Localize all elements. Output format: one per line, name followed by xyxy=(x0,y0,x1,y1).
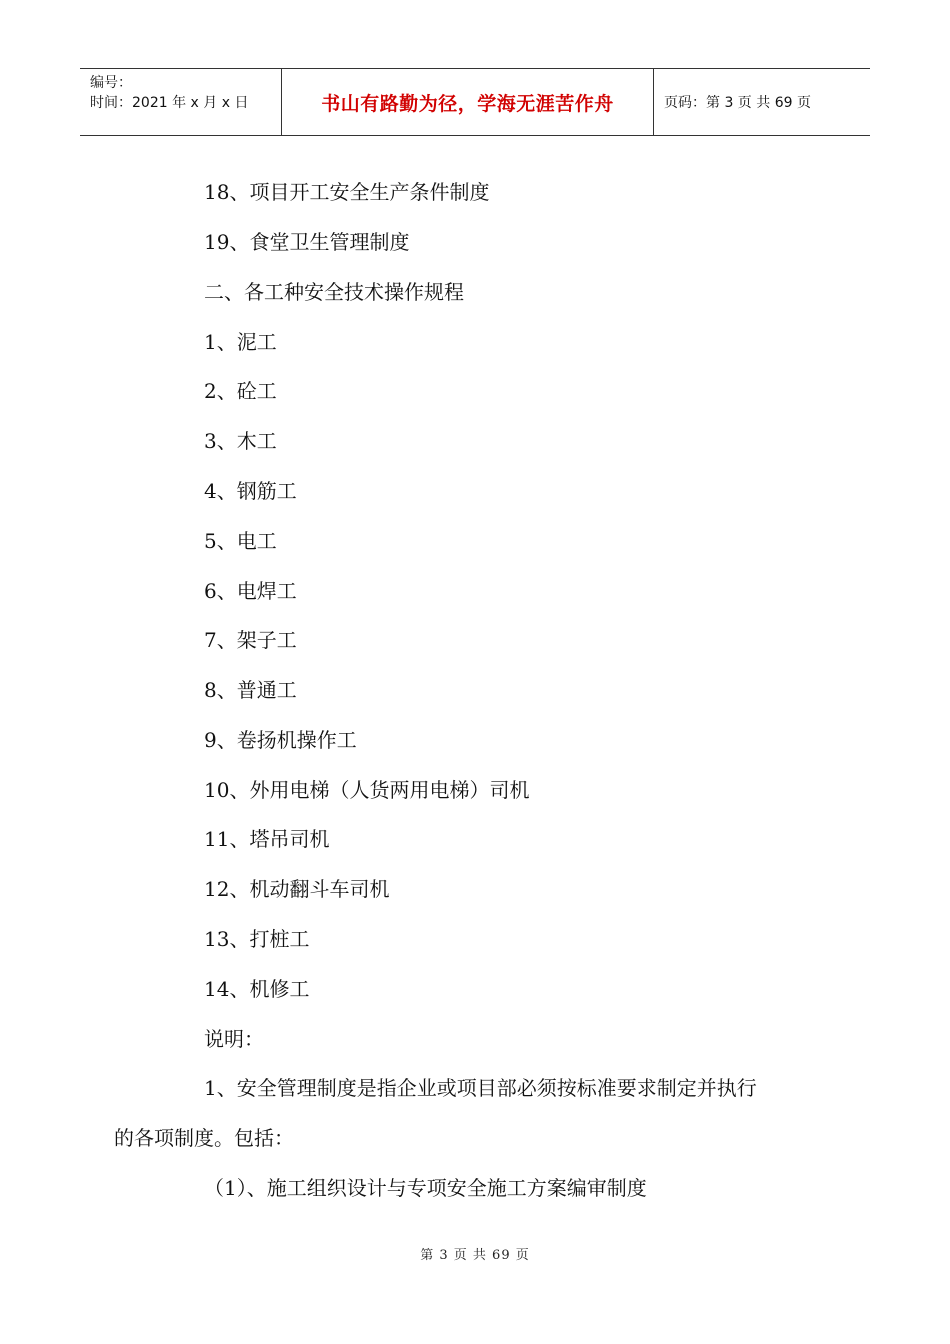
document-number-label: 编号： xyxy=(90,75,132,91)
list-item: 10、外用电梯（人货两用电梯）司机 xyxy=(204,778,530,802)
list-item: 1、泥工 xyxy=(204,330,277,354)
list-item: 19、食堂卫生管理制度 xyxy=(204,230,410,254)
list-item: 9、卷扬机操作工 xyxy=(204,728,357,752)
list-item: 13、打桩工 xyxy=(204,927,310,951)
list-item: 14、机修工 xyxy=(204,977,310,1001)
header-page-info: 页码：第 3 页 共 69 页 xyxy=(664,95,811,111)
list-item: 18、项目开工安全生产条件制度 xyxy=(204,180,490,204)
document-time-label: 时间：2021 年 x 月 x 日 xyxy=(90,95,249,111)
list-item: 12、机动翻斗车司机 xyxy=(204,877,390,901)
list-item: 7、架子工 xyxy=(204,628,297,652)
notes-heading: 说明： xyxy=(204,1027,264,1051)
list-item: 8、普通工 xyxy=(204,678,297,702)
list-item: （1）、施工组织设计与专项安全施工方案编审制度 xyxy=(204,1176,647,1200)
list-item: 6、电焊工 xyxy=(204,579,297,603)
paragraph-line: 1、安全管理制度是指企业或项目部必须按标准要求制定并执行 xyxy=(204,1076,757,1100)
list-item: 3、木工 xyxy=(204,429,277,453)
header-motto: 书山有路勤为径，学海无涯苦作舟 xyxy=(282,69,654,135)
paragraph-line: 的各项制度。包括： xyxy=(114,1126,294,1150)
list-item: 2、砼工 xyxy=(204,379,277,403)
page-header xyxy=(80,68,870,136)
page-footer: 第 3 页 共 69 页 xyxy=(420,1248,530,1263)
section-heading: 二、各工种安全技术操作规程 xyxy=(204,280,464,304)
header-meta xyxy=(80,69,282,135)
list-item: 4、钢筋工 xyxy=(204,479,297,503)
list-item: 11、塔吊司机 xyxy=(204,827,330,851)
list-item: 5、电工 xyxy=(204,529,277,553)
